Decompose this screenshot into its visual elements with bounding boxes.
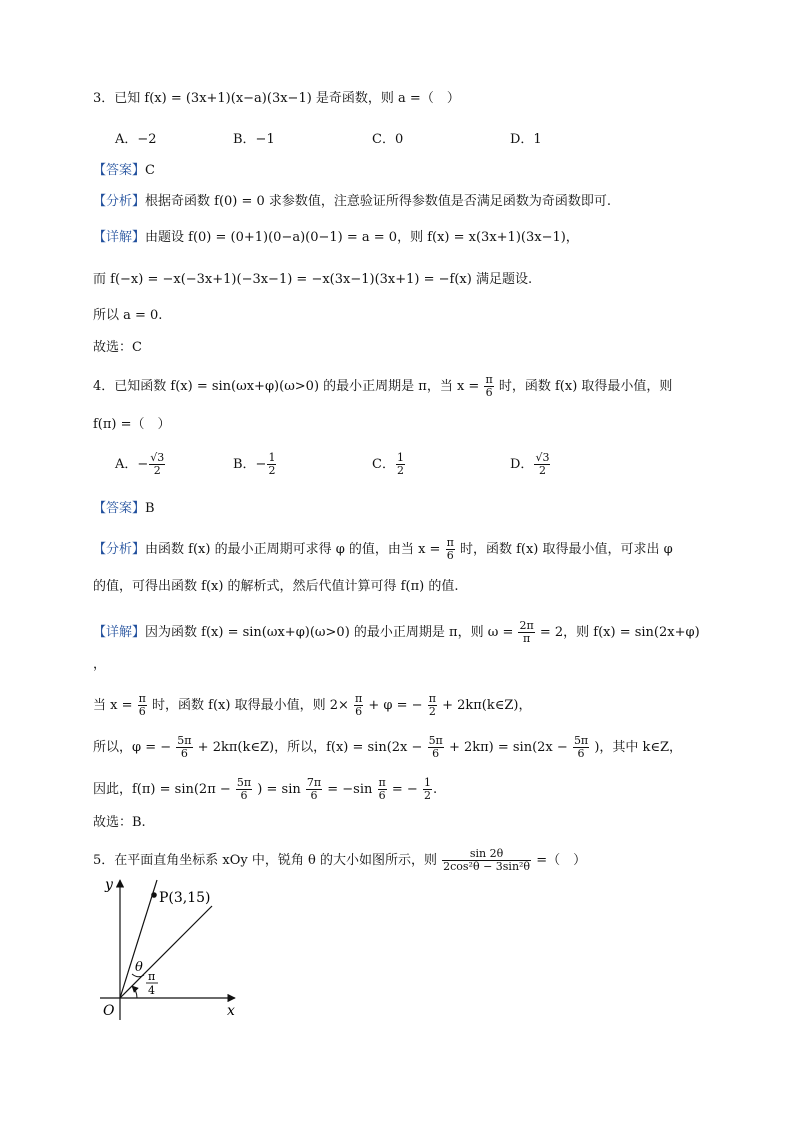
frac-denominator: 6 xyxy=(577,747,585,760)
q3-option-b: B．−1 xyxy=(233,132,275,147)
opt-label: A．− xyxy=(115,457,149,472)
detail-text: 因此，f(π) = sin(2π − xyxy=(93,782,231,797)
fraction xyxy=(428,735,444,760)
frac-denominator: 6 xyxy=(138,705,146,718)
fraction xyxy=(423,777,432,802)
detail-text: 因为函数 f(x) = sin(ωx+φ)(ω>0) 的最小正周期是 π，则 ω = xyxy=(145,625,514,640)
detail-text-4: = − xyxy=(391,782,418,797)
frac-denominator: 2 xyxy=(423,789,431,802)
q5-stem-text: 5．在平面直角坐标系 xOy 中，锐角 θ 的大小如图所示，则 xyxy=(93,853,437,868)
fraction xyxy=(534,452,550,477)
q4-detail-1c: ， xyxy=(93,657,107,672)
fraction xyxy=(176,735,192,760)
q3-analysis xyxy=(93,193,611,211)
frac-numerator: π xyxy=(378,776,386,789)
frac-denominator: 2 xyxy=(396,464,404,477)
frac-numerator: 1 xyxy=(423,776,431,789)
frac-denominator: 6 xyxy=(446,549,454,562)
detail-text: 所以，φ = − xyxy=(93,740,172,755)
frac-numerator: π xyxy=(428,692,436,705)
fraction xyxy=(446,537,455,562)
frac-denominator: 6 xyxy=(180,747,188,760)
fraction xyxy=(267,452,276,477)
detail-label: 【详解】 xyxy=(93,625,146,640)
answer-label: 【答案】 xyxy=(93,501,146,516)
frac-denominator: 6 xyxy=(485,386,493,399)
analysis-label: 【分析】 xyxy=(93,542,146,557)
q4-option-c xyxy=(372,452,406,477)
frac-numerator: 7π xyxy=(306,776,322,789)
q4-analysis-2: 的值，可得出函数 f(x) 的解析式，然后代值计算可得 f(π) 的值. xyxy=(93,579,459,594)
fraction xyxy=(138,693,147,718)
detail-text-2: + 2kπ(k∈Z)，所以，f(x) = sin(2x − xyxy=(197,740,423,755)
frac-numerator: 1 xyxy=(396,451,404,464)
detail-text-2: ) = sin xyxy=(257,782,301,797)
frac-numerator: √3 xyxy=(150,451,165,464)
origin-label: O xyxy=(103,1003,115,1019)
frac-numerator: 2π xyxy=(519,619,534,632)
answer-label: 【答案】 xyxy=(93,163,146,178)
fraction xyxy=(306,777,322,802)
q4-detail-3 xyxy=(93,735,682,760)
q5-stem-tail: =（ ） xyxy=(536,853,587,868)
q4-stem-2: f(π) =（ ） xyxy=(93,417,171,432)
q3-detail-2: 而 f(−x) = −x(−3x+1)(−3x−1) = −x(3x−1)(3x+1) = −f(x) 满足题设. xyxy=(93,272,533,287)
q4-stem xyxy=(93,374,672,399)
pi4-arc xyxy=(132,986,137,998)
fraction xyxy=(236,777,252,802)
q3-choice: 故选：C xyxy=(93,340,142,355)
angle-denominator: 4 xyxy=(148,984,155,997)
detail-text-2: = 2，则 f(x) = sin(2x+φ) xyxy=(539,625,700,640)
angle-figure xyxy=(95,875,255,1025)
fraction xyxy=(518,620,534,645)
frac-denominator: 6 xyxy=(355,705,363,718)
opt-label: D． xyxy=(510,457,534,472)
q4-detail-2 xyxy=(93,693,532,718)
detail-text-4: )，其中 k∈Z， xyxy=(594,740,683,755)
q4-detail-4 xyxy=(93,777,437,802)
q5-stem xyxy=(93,848,586,873)
q4-detail-1 xyxy=(93,620,700,645)
frac-numerator: 5π xyxy=(573,734,589,747)
fraction xyxy=(484,374,493,399)
q3-detail-1 xyxy=(93,229,579,247)
frac-numerator: 1 xyxy=(268,451,276,464)
frac-denominator: 2 xyxy=(153,464,161,477)
q4-stem-text: 4．已知函数 f(x) = sin(ωx+φ)(ω>0) 的最小正周期是 π，当 x = xyxy=(93,379,480,394)
x-axis-label: x xyxy=(227,1003,235,1019)
frac-denominator: 6 xyxy=(378,789,386,802)
angle-numerator: π xyxy=(148,970,156,983)
fraction xyxy=(396,452,405,477)
y-axis-label: y xyxy=(105,877,113,893)
detail-text: 当 x = xyxy=(93,698,133,713)
detail-text-3: + 2kπ) = sin(2x − xyxy=(448,740,568,755)
frac-numerator: π xyxy=(485,373,493,386)
q4-choice: 故选：B. xyxy=(93,815,146,830)
q3-option-c: C．0 xyxy=(372,132,404,147)
frac-numerator: π xyxy=(138,692,146,705)
q4-answer xyxy=(93,500,155,518)
theta-label: θ xyxy=(135,960,143,975)
q4-option-b xyxy=(233,452,277,477)
q4-option-d xyxy=(510,452,551,477)
q4-analysis-1 xyxy=(93,537,673,562)
detail-text-3: + φ = − xyxy=(368,698,423,713)
frac-numerator: sin 2θ xyxy=(442,848,531,861)
frac-numerator: √3 xyxy=(535,451,550,464)
fraction xyxy=(442,848,531,873)
answer-value: C xyxy=(145,163,155,178)
q3-answer xyxy=(93,162,155,180)
detail-label: 【详解】 xyxy=(93,230,146,245)
detail-text-3: = −sin xyxy=(327,782,373,797)
q3-stem: 3．已知 f(x) = (3x+1)(x−a)(3x−1) 是奇函数，则 a =（ ） xyxy=(93,91,460,106)
frac-numerator: 5π xyxy=(428,734,443,747)
q4-option-a xyxy=(115,452,166,477)
answer-value: B xyxy=(145,501,155,516)
analysis-label: 【分析】 xyxy=(93,194,146,209)
point-p-label: P(3,15) xyxy=(159,890,211,906)
frac-denominator: 2 xyxy=(428,705,436,718)
q3-option-d: D．1 xyxy=(510,132,542,147)
detail-text-5: . xyxy=(432,782,438,797)
detail-text-2: 时，函数 f(x) 取得最小值，则 2× xyxy=(152,698,349,713)
frac-denominator: π xyxy=(522,632,531,645)
analysis-text: 由函数 f(x) 的最小正周期可求得 φ 的值，由当 x = xyxy=(145,542,441,557)
q3-detail-3: 所以 a = 0. xyxy=(93,308,163,323)
q3-option-a: A．−2 xyxy=(115,132,157,147)
fraction xyxy=(354,693,363,718)
fraction xyxy=(428,693,437,718)
detail-text: 由题设 f(0) = (0+1)(0−a)(0−1) = a = 0，则 f(x) = x(3x+1)(3x−1)， xyxy=(145,230,579,245)
fraction xyxy=(573,735,589,760)
opt-label: C． xyxy=(372,457,395,472)
frac-denominator: 6 xyxy=(310,789,318,802)
q4-stem-tail: 时，函数 f(x) 取得最小值，则 xyxy=(498,379,673,394)
frac-denominator: 6 xyxy=(432,747,440,760)
frac-denominator: 2 xyxy=(268,464,276,477)
frac-denominator: 2cos²θ − 3sin²θ xyxy=(443,860,531,873)
analysis-text: 根据奇函数 f(0) = 0 求参数值，注意验证所得参数值是否满足函数为奇函数即可. xyxy=(145,194,612,209)
frac-numerator: π xyxy=(446,536,454,549)
opt-label: B．− xyxy=(233,457,267,472)
frac-numerator: 5π xyxy=(177,734,192,747)
fraction xyxy=(378,777,387,802)
frac-denominator: 2 xyxy=(538,464,546,477)
frac-numerator: π xyxy=(355,692,363,705)
frac-numerator: 5π xyxy=(236,776,252,789)
fraction xyxy=(149,452,165,477)
point-p xyxy=(151,892,157,898)
analysis-text-2: 时，函数 f(x) 取得最小值，可求出 φ xyxy=(459,542,673,557)
detail-text-4: + 2kπ(k∈Z)， xyxy=(442,698,532,713)
frac-denominator: 6 xyxy=(240,789,248,802)
